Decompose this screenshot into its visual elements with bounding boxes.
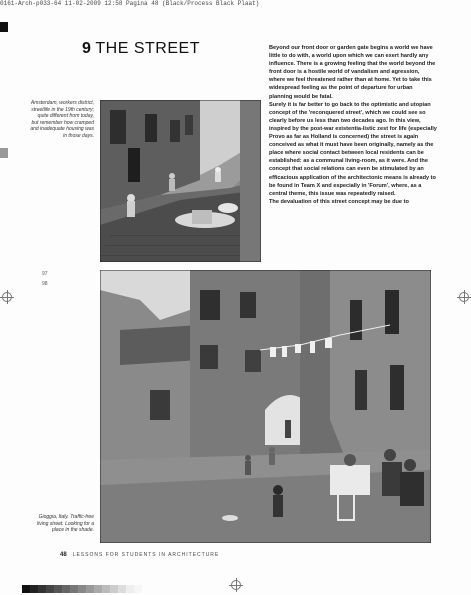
color-swatch: [54, 585, 62, 593]
figure-number: 97: [42, 271, 48, 277]
figure-number: 98: [42, 281, 48, 287]
color-swatch: [110, 585, 118, 593]
color-swatch: [78, 585, 86, 593]
registration-mark-bottom: [229, 578, 243, 592]
color-swatch: [126, 585, 134, 593]
amsterdam-street-image: [100, 100, 261, 262]
color-swatch: [46, 585, 54, 593]
crop-mark-block: [0, 22, 8, 32]
color-swatch: [22, 585, 30, 593]
color-calibration-bar: [22, 585, 142, 593]
body-paragraph: The devaluation of this street concept may be due to: [269, 198, 409, 205]
caption-chioggia: Gioggia, Italy. Traffic-free living street. Looking for a place in the shade.: [37, 514, 94, 534]
photo-chioggia-street: [100, 270, 431, 543]
color-swatch: [30, 585, 38, 593]
caption-amsterdam: Amsterdam, workers district, streetlife in the 19th century; quite different from today, but remember how cramped and inadequate housing was in those days.: [30, 100, 94, 139]
registration-mark-right: [457, 290, 471, 304]
color-swatch: [94, 585, 102, 593]
page-footer: [60, 552, 219, 558]
print-slug-line: 0161-Arch-p033-64 11-02-2009 12:58 Pagina 48 (Black/Process Black Plaat): [0, 0, 260, 7]
color-swatch: [70, 585, 78, 593]
chapter-number: 9: [82, 40, 92, 57]
body-text-column: [269, 44, 437, 206]
page-number: 48: [60, 552, 67, 558]
color-swatch: [118, 585, 126, 593]
body-paragraph: Beyond our front door or garden gate begins a world we have little to do with, a world upon which we can exert hardly any influence. There is a growing feeling that the world beyond the front door is a hostile world of vandalism and agression, where we feel threatened rather than at home. Yet to take this widespread feeling as the point of departure for urban planning would be fatal.: [269, 45, 436, 100]
color-swatch: [134, 585, 142, 593]
body-paragraph: Surely it is far better to go back to the optimistic and utopian concept of the 'reconquered street', which we could see so clearly before us less than two decades ago. In this view, inspired by the post-war existentia-listic zest for life (especially Provo as far as Holland is concerned) the street is again conceived as what it must have been originally, namely as the place where social contact between local residents can be established: as a communal living-room, as it were. And the concept that social relations can even be stimulated by an efficacious application of the architectonic means is already to be found in Team X and especially in 'Forum', where, as a central theme, this issue was repeatedly raised.: [269, 101, 437, 197]
chioggia-street-image: [100, 270, 431, 543]
color-swatch: [62, 585, 70, 593]
running-title: LESSONS FOR STUDENTS IN ARCHITECTURE: [72, 552, 220, 558]
color-swatch: [38, 585, 46, 593]
color-swatch: [86, 585, 94, 593]
chapter-heading: [82, 40, 200, 58]
color-swatch: [102, 585, 110, 593]
registration-mark-left: [0, 290, 14, 304]
photo-amsterdam-street: [100, 100, 261, 262]
side-gray-marker: [0, 148, 8, 158]
chapter-title: THE STREET: [95, 40, 200, 57]
